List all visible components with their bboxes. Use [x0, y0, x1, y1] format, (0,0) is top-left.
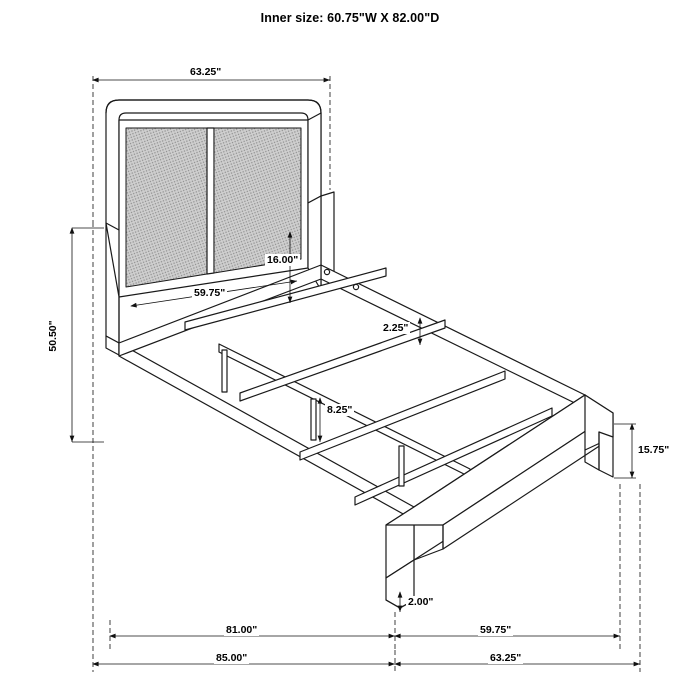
dimension-label-slat-thickness: 2.25"	[383, 322, 409, 334]
dimension-label-foot-width: 59.75"	[480, 624, 512, 636]
dimension-label-footboard-height: 15.75"	[638, 444, 670, 456]
dimension-label-slat-clearance: 8.25"	[327, 404, 353, 416]
dimension-label-total-height: 50.50"	[47, 302, 59, 370]
dimension-label-overall-width: 63.25"	[490, 652, 522, 664]
dimension-label-panel-width: 59.75"	[194, 287, 226, 299]
bed-illustration	[106, 100, 613, 608]
dimension-label-headboard-width: 63.25"	[190, 66, 222, 78]
dimension-label-rail-length: 81.00"	[226, 624, 258, 636]
dimension-label-overall-length: 85.00"	[216, 652, 248, 664]
footboard	[386, 395, 613, 608]
dimension-label-panel-height: 16.00"	[267, 254, 299, 266]
dimension-label-rail-thickness: 2.00"	[408, 596, 434, 608]
page-title: Inner size: 60.75"W X 82.00"D	[260, 11, 440, 25]
